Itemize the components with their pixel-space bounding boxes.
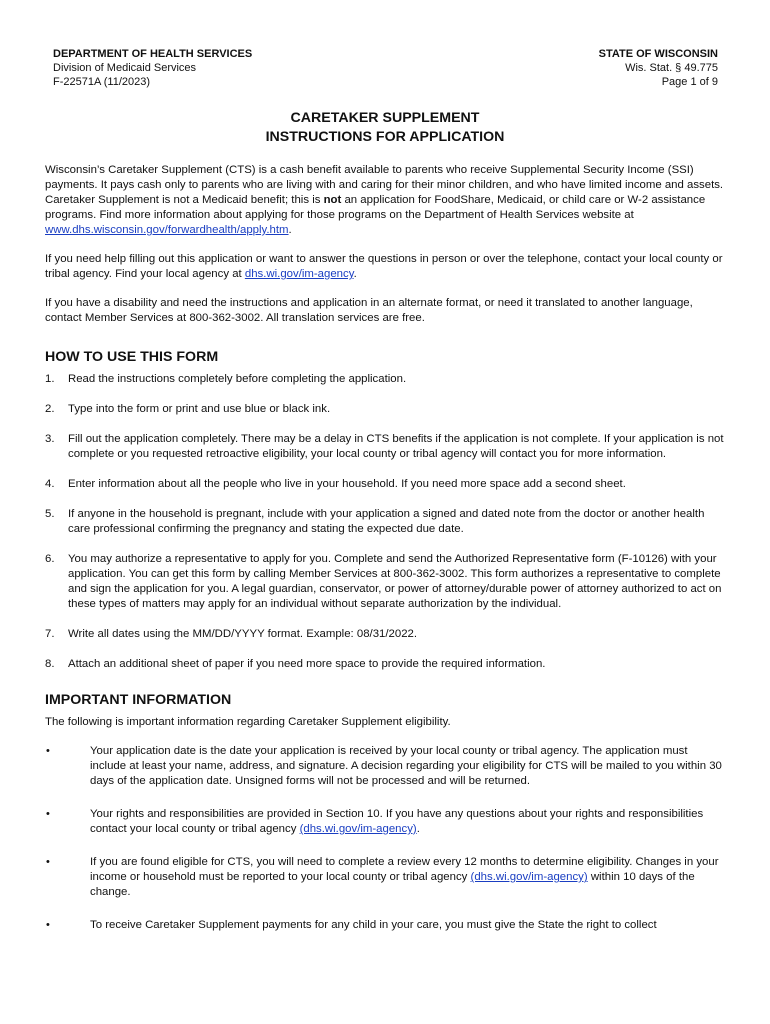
intro-text: an application for FoodShare, Medicaid, or child care or W-2 assistance programs. Find more information about applying for those programs on the Department of Health Services website at	[45, 194, 706, 221]
document-title	[0, 109, 770, 147]
step-number: 1.	[45, 373, 55, 385]
step-text: Type into the form or print and use blue or black ink.	[68, 403, 331, 415]
step-text: Attach an additional sheet of paper if you need more space to provide the required information.	[68, 658, 546, 670]
statute-reference: Wis. Stat. § 49.775	[625, 62, 718, 74]
important-item	[45, 855, 725, 900]
important-intro: The following is important information regarding Caretaker Supplement eligibility.	[45, 716, 451, 728]
bullet-icon: •	[46, 919, 50, 931]
important-list	[45, 744, 725, 933]
important-item	[45, 807, 725, 837]
step-text: Read the instructions completely before completing the application.	[68, 373, 407, 385]
bullet-icon: •	[46, 856, 50, 868]
step-number: 5.	[45, 508, 55, 520]
im-agency-link[interactable]: (dhs.wi.gov/im-agency)	[299, 823, 417, 835]
step-item	[45, 507, 725, 537]
important-item	[45, 918, 725, 933]
emphasis-not: not	[323, 194, 342, 206]
step-number: 4.	[45, 478, 55, 490]
step-item	[45, 402, 725, 417]
step-item	[45, 627, 725, 642]
step-number: 7.	[45, 628, 55, 640]
step-number: 8.	[45, 658, 55, 670]
state-name: STATE OF WISCONSIN	[598, 48, 718, 60]
step-item	[45, 552, 725, 612]
step-text: Fill out the application completely. There may be a delay in CTS benefits if the application is not complete. If your application is not complete or you requested retroactive eligibility, your local county or tribal agency will contact you for more information.	[68, 433, 724, 460]
title-line-2: INSTRUCTIONS FOR APPLICATION	[265, 129, 505, 145]
intro-text: If you need help filling out this application or want to answer the questions in person or over the telephone, contact your local county or tribal agency. Find your local agency at	[45, 253, 723, 280]
division-name: Division of Medicaid Services	[53, 62, 197, 74]
intro-text: .	[288, 224, 292, 236]
important-heading: IMPORTANT INFORMATION	[45, 692, 232, 708]
important-item	[45, 744, 725, 789]
im-agency-link[interactable]: dhs.wi.gov/im-agency	[244, 268, 354, 280]
intro-paragraph-1	[45, 163, 725, 238]
how-to-steps	[45, 372, 725, 672]
how-to-heading: HOW TO USE THIS FORM	[45, 349, 219, 365]
department-name: DEPARTMENT OF HEALTH SERVICES	[53, 48, 253, 60]
step-number: 3.	[45, 433, 55, 445]
step-text: Write all dates using the MM/DD/YYYY format. Example: 08/31/2022.	[68, 628, 418, 640]
im-agency-link[interactable]: (dhs.wi.gov/im-agency)	[470, 871, 588, 883]
document-body	[45, 163, 725, 951]
header-left	[53, 47, 252, 89]
title-line-1: CARETAKER SUPPLEMENT	[290, 110, 480, 126]
forwardhealth-apply-link[interactable]: www.dhs.wisconsin.gov/forwardhealth/apply.htm	[45, 224, 289, 236]
step-text: If anyone in the household is pregnant, include with your application a signed and dated note from the doctor or another health care professional confirming the pregnancy and stating the expected due date.	[68, 508, 705, 535]
important-text: within 10 days of the change.	[90, 871, 695, 898]
intro-text: Wisconsin’s Caretaker Supplement (CTS) is a cash benefit available to parents who receive Supplemental Security Income (SSI) payments. It pays cash only to parents who are living with and caring for their minor children, and who have limited income and assets. Caretaker Supplement is not a Medicaid benefit; this is	[45, 164, 724, 206]
important-text: If you are found eligible for CTS, you will need to complete a review every 12 months to determine eligibility. Changes in your income or household must be reported to your local county or tribal agency	[90, 856, 719, 883]
important-text: .	[416, 823, 420, 835]
bullet-icon: •	[46, 808, 50, 820]
step-item	[45, 477, 725, 492]
important-text: To receive Caretaker Supplement payments for any child in your care, you must give the State the right to collect	[90, 919, 657, 931]
step-item	[45, 657, 725, 672]
intro-paragraph-3: If you have a disability and need the instructions and application in an alternate format, or need it translated to another language, contact Member Services at 800-362-3002. All translation services are free.	[45, 297, 693, 324]
important-text: Your rights and responsibilities are provided in Section 10. If you have any questions about your rights and responsibilities contact your local county or tribal agency	[90, 808, 704, 835]
form-number: F-22571A (11/2023)	[53, 76, 151, 88]
bullet-icon: •	[46, 745, 50, 757]
important-text: Your application date is the date your application is received by your local county or tribal agency. The application must include at least your name, address, and signature. A decision regarding your eligibility for CTS will be mailed to you within 30 days of the application date. Unsigned forms will not be processed and will be returned.	[90, 745, 722, 787]
header-right	[599, 47, 718, 89]
step-number: 6.	[45, 553, 55, 565]
page-number: Page 1 of 9	[661, 76, 718, 88]
intro-paragraph-2	[45, 252, 725, 282]
step-text: Enter information about all the people who live in your household. If you need more space add a second sheet.	[68, 478, 626, 490]
step-text: You may authorize a representative to apply for you. Complete and send the Authorized Representative form (F-10126) with your application. You can get this form by calling Member Services at 800-362-3002. This form authorizes a representative to complete and sign the application for you. A legal guardian, conservator, or power of attorney/durable power of attorney authorized to act on these types of matters may apply for an individual without separate authorization by the individual.	[68, 553, 722, 610]
intro-text: .	[353, 268, 357, 280]
step-item	[45, 372, 725, 387]
step-number: 2.	[45, 403, 55, 415]
step-item	[45, 432, 725, 462]
